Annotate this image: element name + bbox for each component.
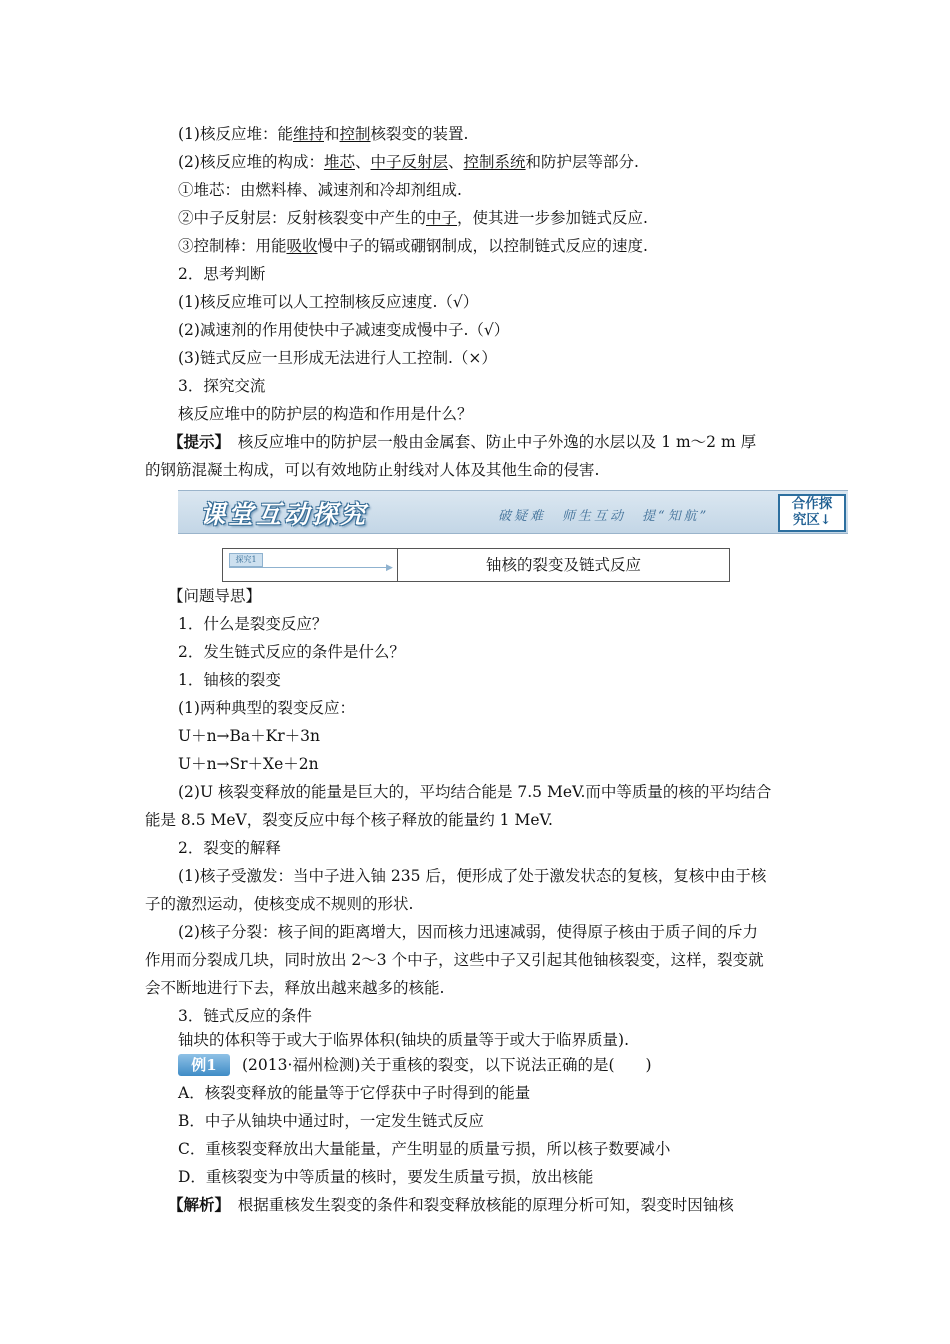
text: 核裂变的装置. <box>370 125 469 143</box>
text-line: (1)核子受激发：当中子进入铀 235 后，便形成了处于激发状态的复核，复核中由于核 <box>178 867 767 885</box>
text: 、 <box>448 153 464 171</box>
text: ，使其进一步参加链式反应. <box>457 209 648 227</box>
text: 慢中子的镉或硼钢制成，以控制链式反应的速度. <box>317 237 648 255</box>
underlined-term: 中子 <box>426 209 458 227</box>
section-tag: 探究1 <box>229 553 263 567</box>
option-d: D．重核裂变为中等质量的核时，要发生质量亏损，放出核能 <box>178 1168 594 1186</box>
option-c: C．重核裂变释放出大量能量，产生明显的质量亏损，所以核子数要减小 <box>178 1140 671 1158</box>
section-header-box <box>222 548 730 582</box>
text-line: 的钢筋混凝土构成，可以有效地防止射线对人体及其他生命的侵害. <box>145 461 600 479</box>
text: (1)核反应堆：能 <box>178 125 293 143</box>
section-title: 铀核的裂变及链式反应 <box>485 556 641 574</box>
text-line <box>178 236 648 256</box>
hint-label: 【提示】 <box>168 432 223 451</box>
text-line: (2)核子分裂：核子间的距离增大，因而核力迅速减弱，使得原子核由于质子间的斥力 <box>178 923 758 941</box>
text-line: ①堆芯：由燃料棒、减速剂和冷却剂组成. <box>178 181 462 199</box>
banner-subtitle: 破疑难 师生互动 提“知航” <box>498 509 710 524</box>
text: ②中子反射层：反射核裂变中产生的 <box>178 209 427 227</box>
text: (2)核反应堆的构成： <box>178 153 324 171</box>
text-line: (2)U 核裂变释放的能量是巨大的，平均结合能是 7.5 MeV.而中等质量的核的平均结合 <box>178 783 772 801</box>
text-line: 作用而分裂成几块，同时放出 2～3 个中子，这些中子又引起其他铀核裂变，这样，裂变就 <box>145 951 764 969</box>
underlined-term: 中子反射层 <box>370 153 449 171</box>
banner-badge-line: 合作探 <box>791 496 833 512</box>
text-line: 1．铀核的裂变 <box>178 671 281 689</box>
underlined-term: 控制系统 <box>463 153 526 171</box>
text-line: 子的激烈运动，使核变成不规则的形状. <box>145 895 414 913</box>
underlined-term: 堆芯 <box>323 153 355 171</box>
text-line: 2．裂变的解释 <box>178 839 281 857</box>
text: 和防护层等部分. <box>525 153 639 171</box>
text-line-question-guide: 【问题导思】 <box>168 587 262 605</box>
text-line: (1)两种典型的裂变反应： <box>178 699 355 717</box>
banner-badge <box>778 494 846 532</box>
option-b: B．中子从铀块中通过时，一定发生链式反应 <box>178 1112 484 1130</box>
text-line: 1．什么是裂变反应？ <box>178 615 328 633</box>
text-line: 能是 8.5 MeV，裂变反应中每个核子释放的能量约 1 MeV. <box>145 811 553 829</box>
text: 根据重核发生裂变的条件和裂变释放核能的原理分析可知，裂变时因铀核 <box>222 1196 734 1214</box>
text: 和 <box>323 125 340 143</box>
text-line <box>178 208 648 228</box>
text-line: 核反应堆中的防护层的构造和作用是什么？ <box>178 405 473 423</box>
text-line-reactor-def <box>178 124 468 144</box>
text-line: (2)减速剂的作用使快中子减速变成慢中子.（√） <box>178 321 510 339</box>
text-line: 2．思考判断 <box>178 265 266 283</box>
text-line-reactor-parts <box>178 152 639 172</box>
text: ③控制棒：用能 <box>178 237 287 255</box>
underlined-term: 吸收 <box>286 237 318 255</box>
example-tag: 例1 <box>178 1054 230 1076</box>
equation-line: U＋n→Ba＋Kr＋3n <box>178 727 320 745</box>
text: 核反应堆中的防护层一般由金属套、防止中子外逸的水层以及 1 m～2 m 厚 <box>222 433 757 451</box>
text-line: 会不断地进行下去，释放出越来越多的核能. <box>145 979 445 997</box>
text-line: 2．发生链式反应的条件是什么？ <box>178 643 405 661</box>
text-line: 铀块的体积等于或大于临界体积(铀块的质量等于或大于临界质量). <box>178 1031 630 1049</box>
option-a: A．核裂变释放的能量等于它俘获中子时得到的能量 <box>178 1084 531 1102</box>
question-stem: (2013·福州检测)关于重核的裂变，以下说法正确的是( ) <box>242 1056 652 1074</box>
text-line: 3．探究交流 <box>178 377 266 395</box>
text-line-analysis <box>168 1195 734 1215</box>
section-tag-cell <box>223 549 398 581</box>
underlined-term: 控制 <box>339 125 371 143</box>
text: 、 <box>354 153 371 171</box>
arrow-line-icon <box>229 567 389 568</box>
banner-badge-line: 究区↓ <box>792 512 832 528</box>
text-line-hint <box>168 432 756 452</box>
text-line: (1)核反应堆可以人工控制核反应速度.（√） <box>178 293 479 311</box>
text-line: 3．链式反应的条件 <box>178 1007 312 1025</box>
text-line: (3)链式反应一旦形成无法进行人工控制.（×） <box>178 349 497 367</box>
equation-line: U＋n→Sr＋Xe＋2n <box>178 755 319 773</box>
banner-title: 课堂互动探究 <box>200 500 369 529</box>
underlined-term: 维持 <box>292 125 324 143</box>
analysis-label: 【解析】 <box>168 1195 223 1214</box>
arrow-right-icon: ▶ <box>386 563 393 573</box>
section-banner <box>178 490 848 534</box>
